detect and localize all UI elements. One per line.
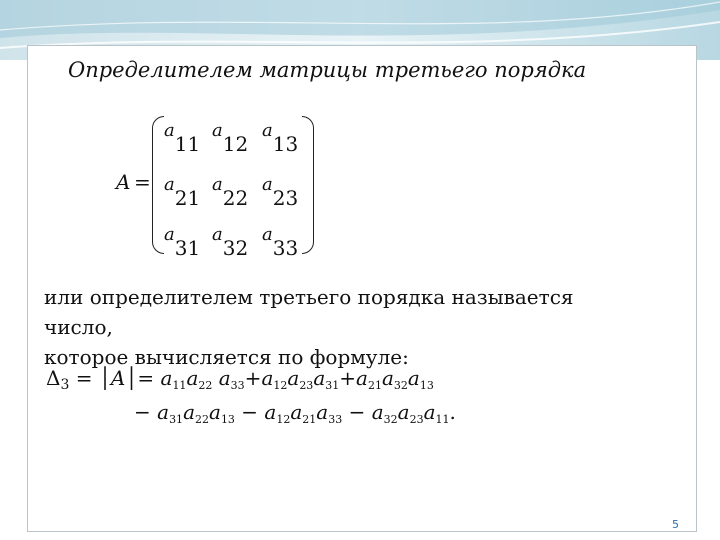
- slide-heading: Определителем матрицы третьего порядка: [68, 58, 587, 82]
- matrix-cell-letter: a: [212, 174, 223, 195]
- matrix-cell-letter: a: [164, 224, 175, 245]
- left-paren: [152, 116, 164, 254]
- matrix-cell-index: 32: [222, 236, 249, 260]
- matrix-cell: [164, 120, 201, 156]
- body-line: которое вычисляется по формуле:: [44, 345, 409, 369]
- body-line: или определителем третьего порядка называется: [44, 285, 574, 309]
- matrix-cell: [262, 224, 299, 260]
- matrix-cell-letter: a: [164, 174, 175, 195]
- matrix-cell: [262, 120, 299, 156]
- matrix-cell: [164, 174, 201, 210]
- matrix-cell-index: 11: [174, 132, 201, 156]
- matrix-cell: [262, 174, 299, 210]
- matrix-cell-index: 31: [174, 236, 201, 260]
- matrix-cell-letter: a: [262, 224, 273, 245]
- matrix-cell-letter: a: [262, 120, 273, 141]
- matrix-equals: =: [134, 170, 151, 194]
- matrix-cell-index: 21: [174, 186, 201, 210]
- right-paren: [302, 116, 314, 254]
- matrix-label: A: [116, 170, 131, 194]
- matrix-cell-index: 33: [272, 236, 299, 260]
- matrix-cell-letter: a: [212, 224, 223, 245]
- matrix-cell-index: 13: [272, 132, 299, 156]
- body-text: [44, 282, 574, 372]
- page-number: 5: [672, 518, 679, 531]
- body-line: число,: [44, 315, 113, 339]
- matrix-cell: [212, 174, 249, 210]
- matrix-cell: [212, 120, 249, 156]
- matrix-cell-letter: a: [262, 174, 273, 195]
- matrix-cell-letter: a: [164, 120, 175, 141]
- matrix-cell-index: 22: [222, 186, 249, 210]
- matrix-cell-index: 23: [272, 186, 299, 210]
- matrix-cell: [164, 224, 201, 260]
- matrix-cell-letter: a: [212, 120, 223, 141]
- matrix-block: [112, 116, 322, 260]
- matrix-cell: [212, 224, 249, 260]
- determinant-formula-line2: − $a_{31}a_{22}a_{13} - a_{12}a_{21}a_{33} - a_{32}a_{23}a_{11}$.: [134, 400, 456, 426]
- matrix-cell-index: 12: [222, 132, 249, 156]
- determinant-formula-line1: $\Delta_3$ = │A│= $a_{11}a_{22}$ $a_{33}+a_{12}a_{23}a_{31}+a_{21}a_{32}a_{13}$: [46, 366, 434, 393]
